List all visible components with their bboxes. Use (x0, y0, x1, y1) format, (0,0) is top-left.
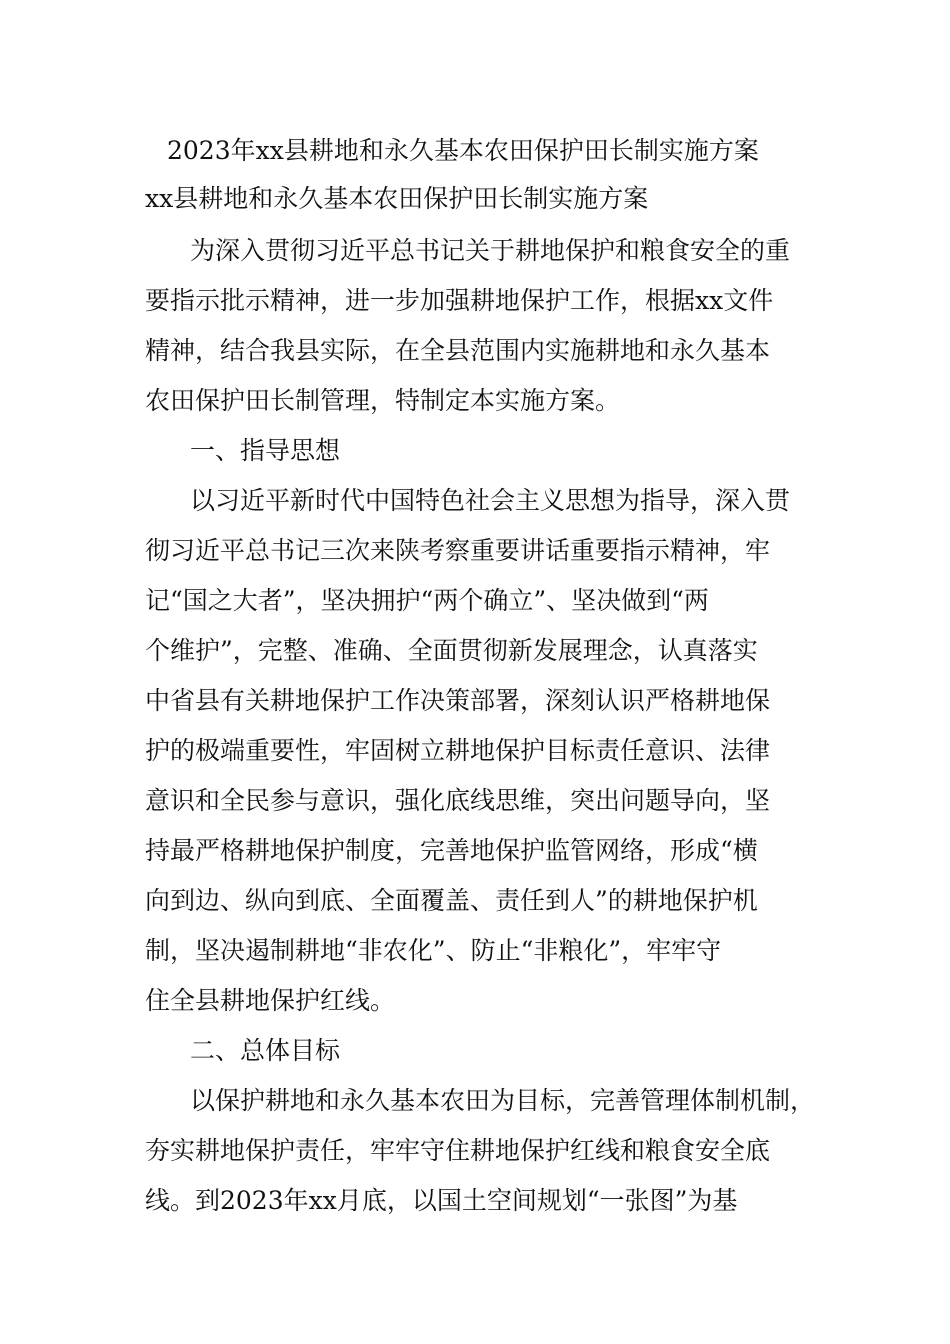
paragraph-line: 为深入贯彻习近平总书记关于耕地保护和粮食安全的重 (190, 236, 791, 265)
paragraph-line: 住全县耕地保护红线。 (145, 986, 396, 1015)
paragraph-line: 彻习近平总书记三次来陕考察重要讲话重要指示精神，牢 (145, 536, 771, 565)
paragraph-line: 个维护”，完整、准确、全面贯彻新发展理念，认真落实 (145, 636, 758, 665)
paragraph-line: 精神，结合我县实际，在全县范围内实施耕地和永久基本 (145, 336, 771, 365)
paragraph-line: 记“国之大者”，坚决拥护“两个确立”、坚决做到“两 (145, 586, 709, 615)
section-heading: 二、总体目标 (190, 1036, 341, 1065)
document-title-line-1: 2023年xx县耕地和永久基本农田保护田长制实施方案 (167, 136, 759, 165)
paragraph-line: 护的极端重要性，牢固树立耕地保护目标责任意识、法律 (145, 736, 771, 765)
paragraph-line: 以保护耕地和永久基本农田为目标，完善管理体制机制， (190, 1086, 816, 1115)
paragraph-line: 制，坚决遏制耕地“非农化”、防止“非粮化”，牢牢守 (145, 936, 722, 965)
paragraph-line: 农田保护田长制管理，特制定本实施方案。 (145, 386, 621, 415)
paragraph-line: 向到边、纵向到底、全面覆盖、责任到人”的耕地保护机 (145, 886, 758, 915)
paragraph-line: 要指示批示精神，进一步加强耕地保护工作，根据xx文件 (145, 286, 774, 315)
paragraph-line: 线。到2023年xx月底，以国土空间规划“一张图”为基 (145, 1186, 738, 1215)
paragraph-line: 意识和全民参与意识，强化底线思维，突出问题导向，坚 (145, 786, 771, 815)
section-heading: 一、指导思想 (190, 436, 341, 465)
document-title-line-2: xx县耕地和永久基本农田保护田长制实施方案 (145, 184, 649, 213)
paragraph-line: 中省县有关耕地保护工作决策部署，深刻认识严格耕地保 (145, 686, 771, 715)
paragraph-line: 以习近平新时代中国特色社会主义思想为指导，深入贯 (190, 486, 791, 515)
paragraph-line: 夯实耕地保护责任，牢牢守住耕地保护红线和粮食安全底 (145, 1136, 771, 1165)
paragraph-line: 持最严格耕地保护制度，完善地保护监管网络，形成“横 (145, 836, 758, 865)
